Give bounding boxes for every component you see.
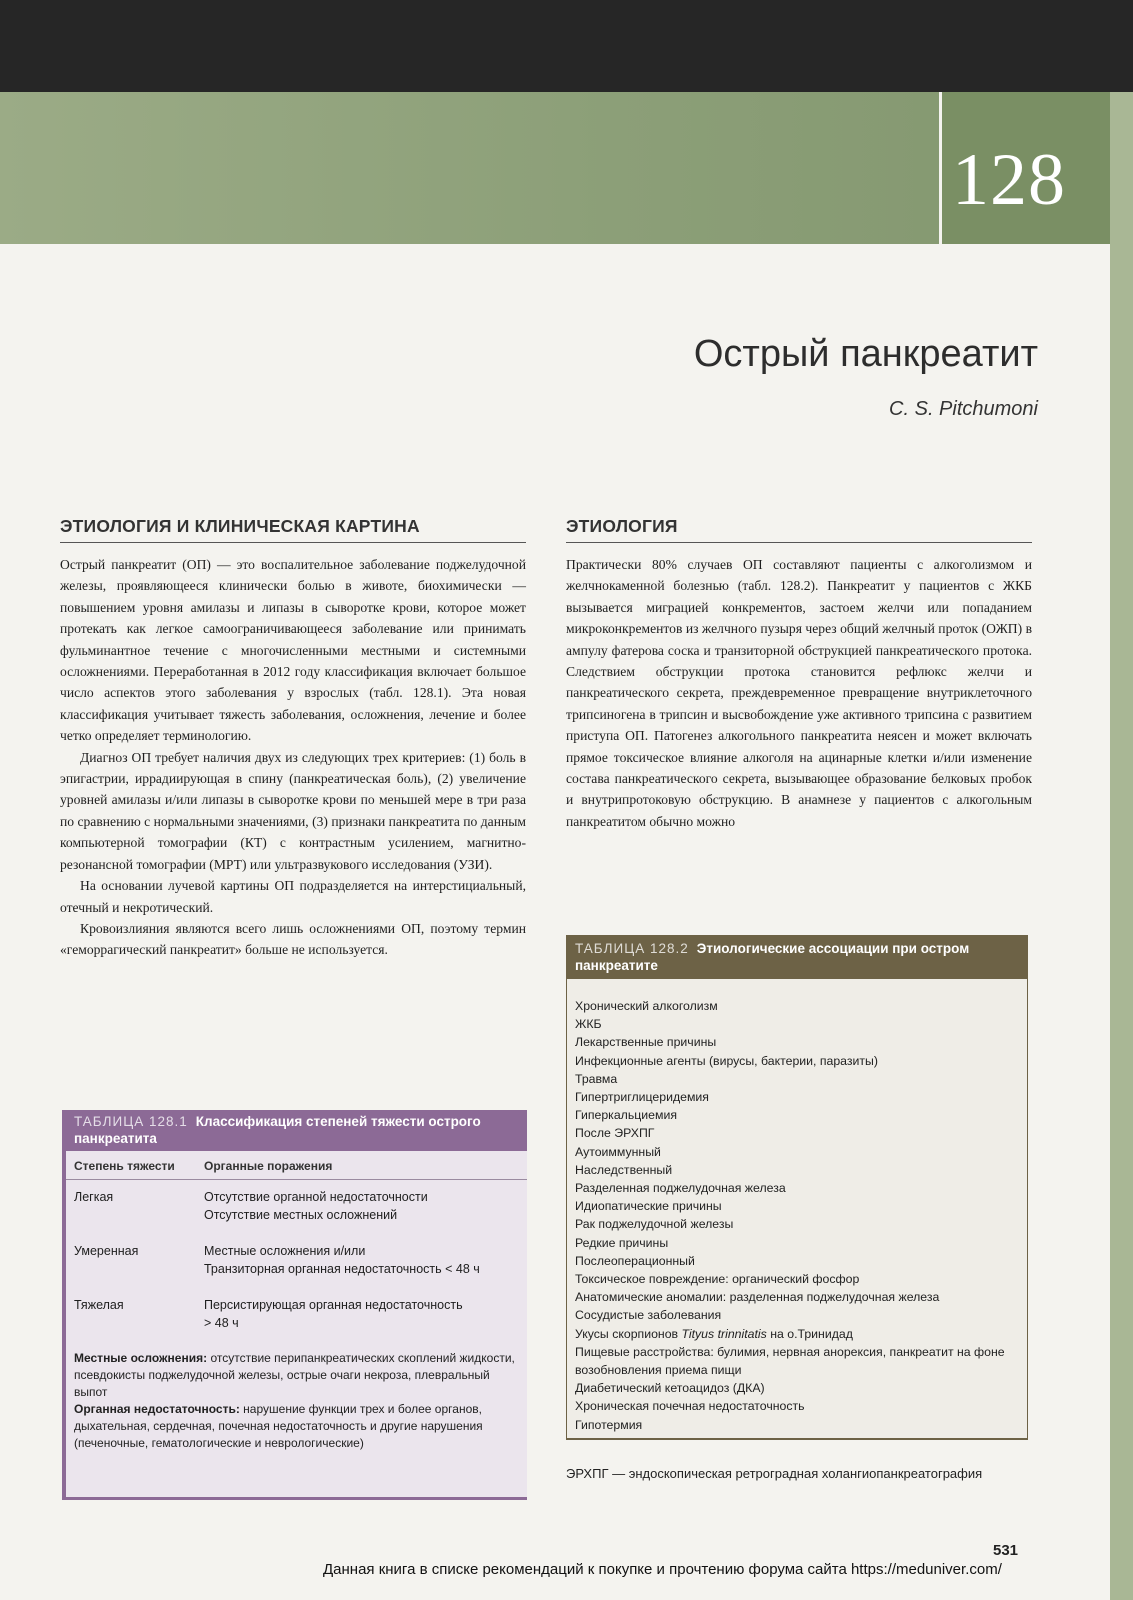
cell-line: > 48 ч <box>204 1316 239 1330</box>
right-column <box>566 516 1032 832</box>
list-item: Лекарственные причины <box>575 1035 717 1050</box>
list-item: Токсическое повреждение: органический фосфор <box>575 1272 860 1287</box>
list-item: Диабетический кетоацидоз (ДКА) <box>575 1381 765 1396</box>
cell-line: Персистирующая органная недостаточность <box>204 1298 463 1312</box>
column-header-severity: Степень тяжести <box>74 1159 175 1173</box>
table-tag: ТАБЛИЦА 128.1 <box>74 1114 188 1129</box>
list-item: Пищевые расстройства: булимия, нервная анорексия, панкреатит на фоне возобновления приема пищи <box>575 1344 1005 1378</box>
etiology-list <box>567 979 1027 1434</box>
list-item: Инфекционные агенты (вирусы, бактерии, паразиты) <box>575 1053 878 1068</box>
chapter-author: C. S. Pitchumoni <box>889 398 1038 420</box>
table-row <box>66 1242 527 1278</box>
note-local-complications <box>74 1350 519 1401</box>
list-item: Рак поджелудочной железы <box>575 1217 734 1232</box>
cell-line: Местные осложнения и/или <box>204 1244 366 1258</box>
paragraph: Практически 80% случаев ОП составляют пациенты с алкоголизмом и желчнокаменной болезнью (табл. 128.2). Панкреатит у пациентов с ЖКБ вызывается миграцией конкрементов, застоем желчи или попаданием микроконкрементов из желчного пузыря через общий желчный проток (ОЖП) в ампулу фатерова соска и транзиторной обструкцией панкреатического протока. Следствием обструкции протока становится рефлюкс желчи и панкреатического секрета, преждевременное превращение внутриклеточного трипсиногена в трипсин и высвобождение уже активного трипсина с развитием приступа ОП. Патогенез алкогольного панкреатита неясен и может включать прямое токсическое влияние алкоголя на ацинарные клетки и/или изменение состава панкреатического секрета, вызывающее образование белковых пробок и внутрипротоковую обструкцию. В анамнезе у пациентов с алкогольным панкреатитом обычно можно <box>566 557 1032 829</box>
cell-line: Отсутствие органной недостаточности <box>204 1190 428 1204</box>
list-item: Гипотермия <box>575 1417 643 1432</box>
list-item: Травма <box>575 1071 618 1086</box>
severity-cell: Умеренная <box>74 1244 139 1258</box>
list-item: Сосудистые заболевания <box>575 1308 722 1323</box>
list-item: Разделенная поджелудочная железа <box>575 1181 786 1196</box>
table-header <box>66 1110 527 1151</box>
note-label: Органная недостаточность: <box>74 1402 240 1416</box>
item-text: на о.Тринидад <box>766 1326 853 1341</box>
watermark-text: Данная книга в списке рекомендаций к покупке и прочтению форума сайта https://meduniver.com/ <box>323 1561 1002 1578</box>
top-dark-bar <box>0 0 1133 92</box>
table-notes <box>66 1350 527 1452</box>
left-column <box>60 516 526 961</box>
note-text: отсутствие перипанкреатических скоплений жидкости, псевдокисты поджелудочной железы, острые очаги некроза, плевральный выпот <box>74 1351 515 1399</box>
paragraph: На основании лучевой картины ОП подразделяется на интерстициальный, отечный и некротический. <box>60 878 526 915</box>
table-tag: ТАБЛИЦА 128.2 <box>575 941 689 956</box>
list-item: Идиопатические причины <box>575 1199 722 1214</box>
column-header-organ: Органные поражения <box>204 1159 333 1173</box>
cell-line: Транзиторная органная недостаточность < 48 ч <box>204 1262 480 1276</box>
list-item-scorpion <box>575 1325 1019 1343</box>
chapter-number-box <box>939 92 1113 244</box>
right-edge-strip <box>1110 92 1133 1600</box>
page-number: 531 <box>993 1542 1019 1559</box>
organ-cell <box>204 1296 463 1332</box>
list-item: Наследственный <box>575 1162 673 1177</box>
table-128-1 <box>62 1110 527 1500</box>
list-item: Аутоиммунный <box>575 1144 661 1159</box>
note-text: нарушение функции трех и более органов, дыхательная, сердечная, почечная недостаточность и другие нарушения (печеночные, гематологические и неврологические) <box>74 1402 483 1450</box>
table-title: Классификация степеней тяжести острого панкреатита <box>74 1114 481 1146</box>
item-text: Укусы скорпионов <box>575 1326 682 1341</box>
table-column-headers <box>66 1151 527 1180</box>
paragraph: Кровоизлияния являются всего лишь осложнениями ОП, поэтому термин «геморрагический панкреатит» больше не используется. <box>60 920 526 958</box>
section-heading-etiology: ЭТИОЛОГИЯ <box>566 516 1032 543</box>
organ-cell <box>204 1188 428 1224</box>
chapter-title: Острый панкреатит <box>693 333 1038 375</box>
chapter-number: 128 <box>952 139 1066 221</box>
list-item: Гиперкальциемия <box>575 1108 677 1123</box>
organ-cell <box>204 1242 480 1278</box>
list-item: Анатомические аномалии: разделенная поджелудочная железа <box>575 1290 940 1305</box>
note-organ-failure <box>74 1401 519 1452</box>
table-header <box>567 935 1027 979</box>
section-heading-etiology-clinical: ЭТИОЛОГИЯ И КЛИНИЧЕСКАЯ КАРТИНА <box>60 516 526 543</box>
table-row <box>66 1188 527 1224</box>
table-footnote: ЭРХПГ — эндоскопическая ретроградная холангиопанкреатография <box>566 1466 983 1481</box>
list-item: Редкие причины <box>575 1235 669 1250</box>
list-item: ЖКБ <box>575 1017 602 1032</box>
list-item: Гипертриглицеридемия <box>575 1090 709 1105</box>
list-item: Хроническая почечная недостаточность <box>575 1399 805 1414</box>
list-item: После ЭРХПГ <box>575 1126 655 1141</box>
paragraph: Диагноз ОП требует наличия двух из следующих трех критериев: (1) боль в эпигастрии, иррадиирующая в спину (панкреатическая боль), (2) увеличение уровней амилазы и/или липазы в сыворотке крови по меньшей мере в три раза по сравнению с нормальными значениями, (3) признаки панкреатита по данным компьютерной томографии (КТ) с контрастным усилением, магнитно-резонансной томографии (МРТ) или ультразвукового исследования (УЗИ). <box>60 749 526 872</box>
severity-cell: Легкая <box>74 1190 114 1204</box>
paragraph: Острый панкреатит (ОП) — это воспалительное заболевание поджелудочной железы, проявляющееся клинически болью в животе, биохимически — повышением уровня амилазы и липазы в сыворотке крови, которое может протекать как легкое самоограничивающееся заболевание или принимать фульминантное течение с многочисленными местными и системными осложнениями. Переработанная в 2012 году классификация включает большое число аспектов этого заболевания у взрослых (табл. 128.1). Эта новая классификация учитывает тяжесть заболевания, осложнения, лечение и более четко определяет терминологию. <box>60 557 526 744</box>
table-title: Этиологические ассоциации при остром панкреатите <box>575 941 970 973</box>
table-128-2 <box>566 935 1028 1440</box>
species-name: Tityus trinnitatis <box>681 1326 767 1341</box>
table-row <box>66 1296 527 1332</box>
severity-cell: Тяжелая <box>74 1298 124 1312</box>
note-label: Местные осложнения: <box>74 1351 208 1365</box>
list-item: Хронический алкоголизм <box>575 999 718 1013</box>
cell-line: Отсутствие местных осложнений <box>204 1208 398 1222</box>
list-item: Послеоперационный <box>575 1253 695 1268</box>
